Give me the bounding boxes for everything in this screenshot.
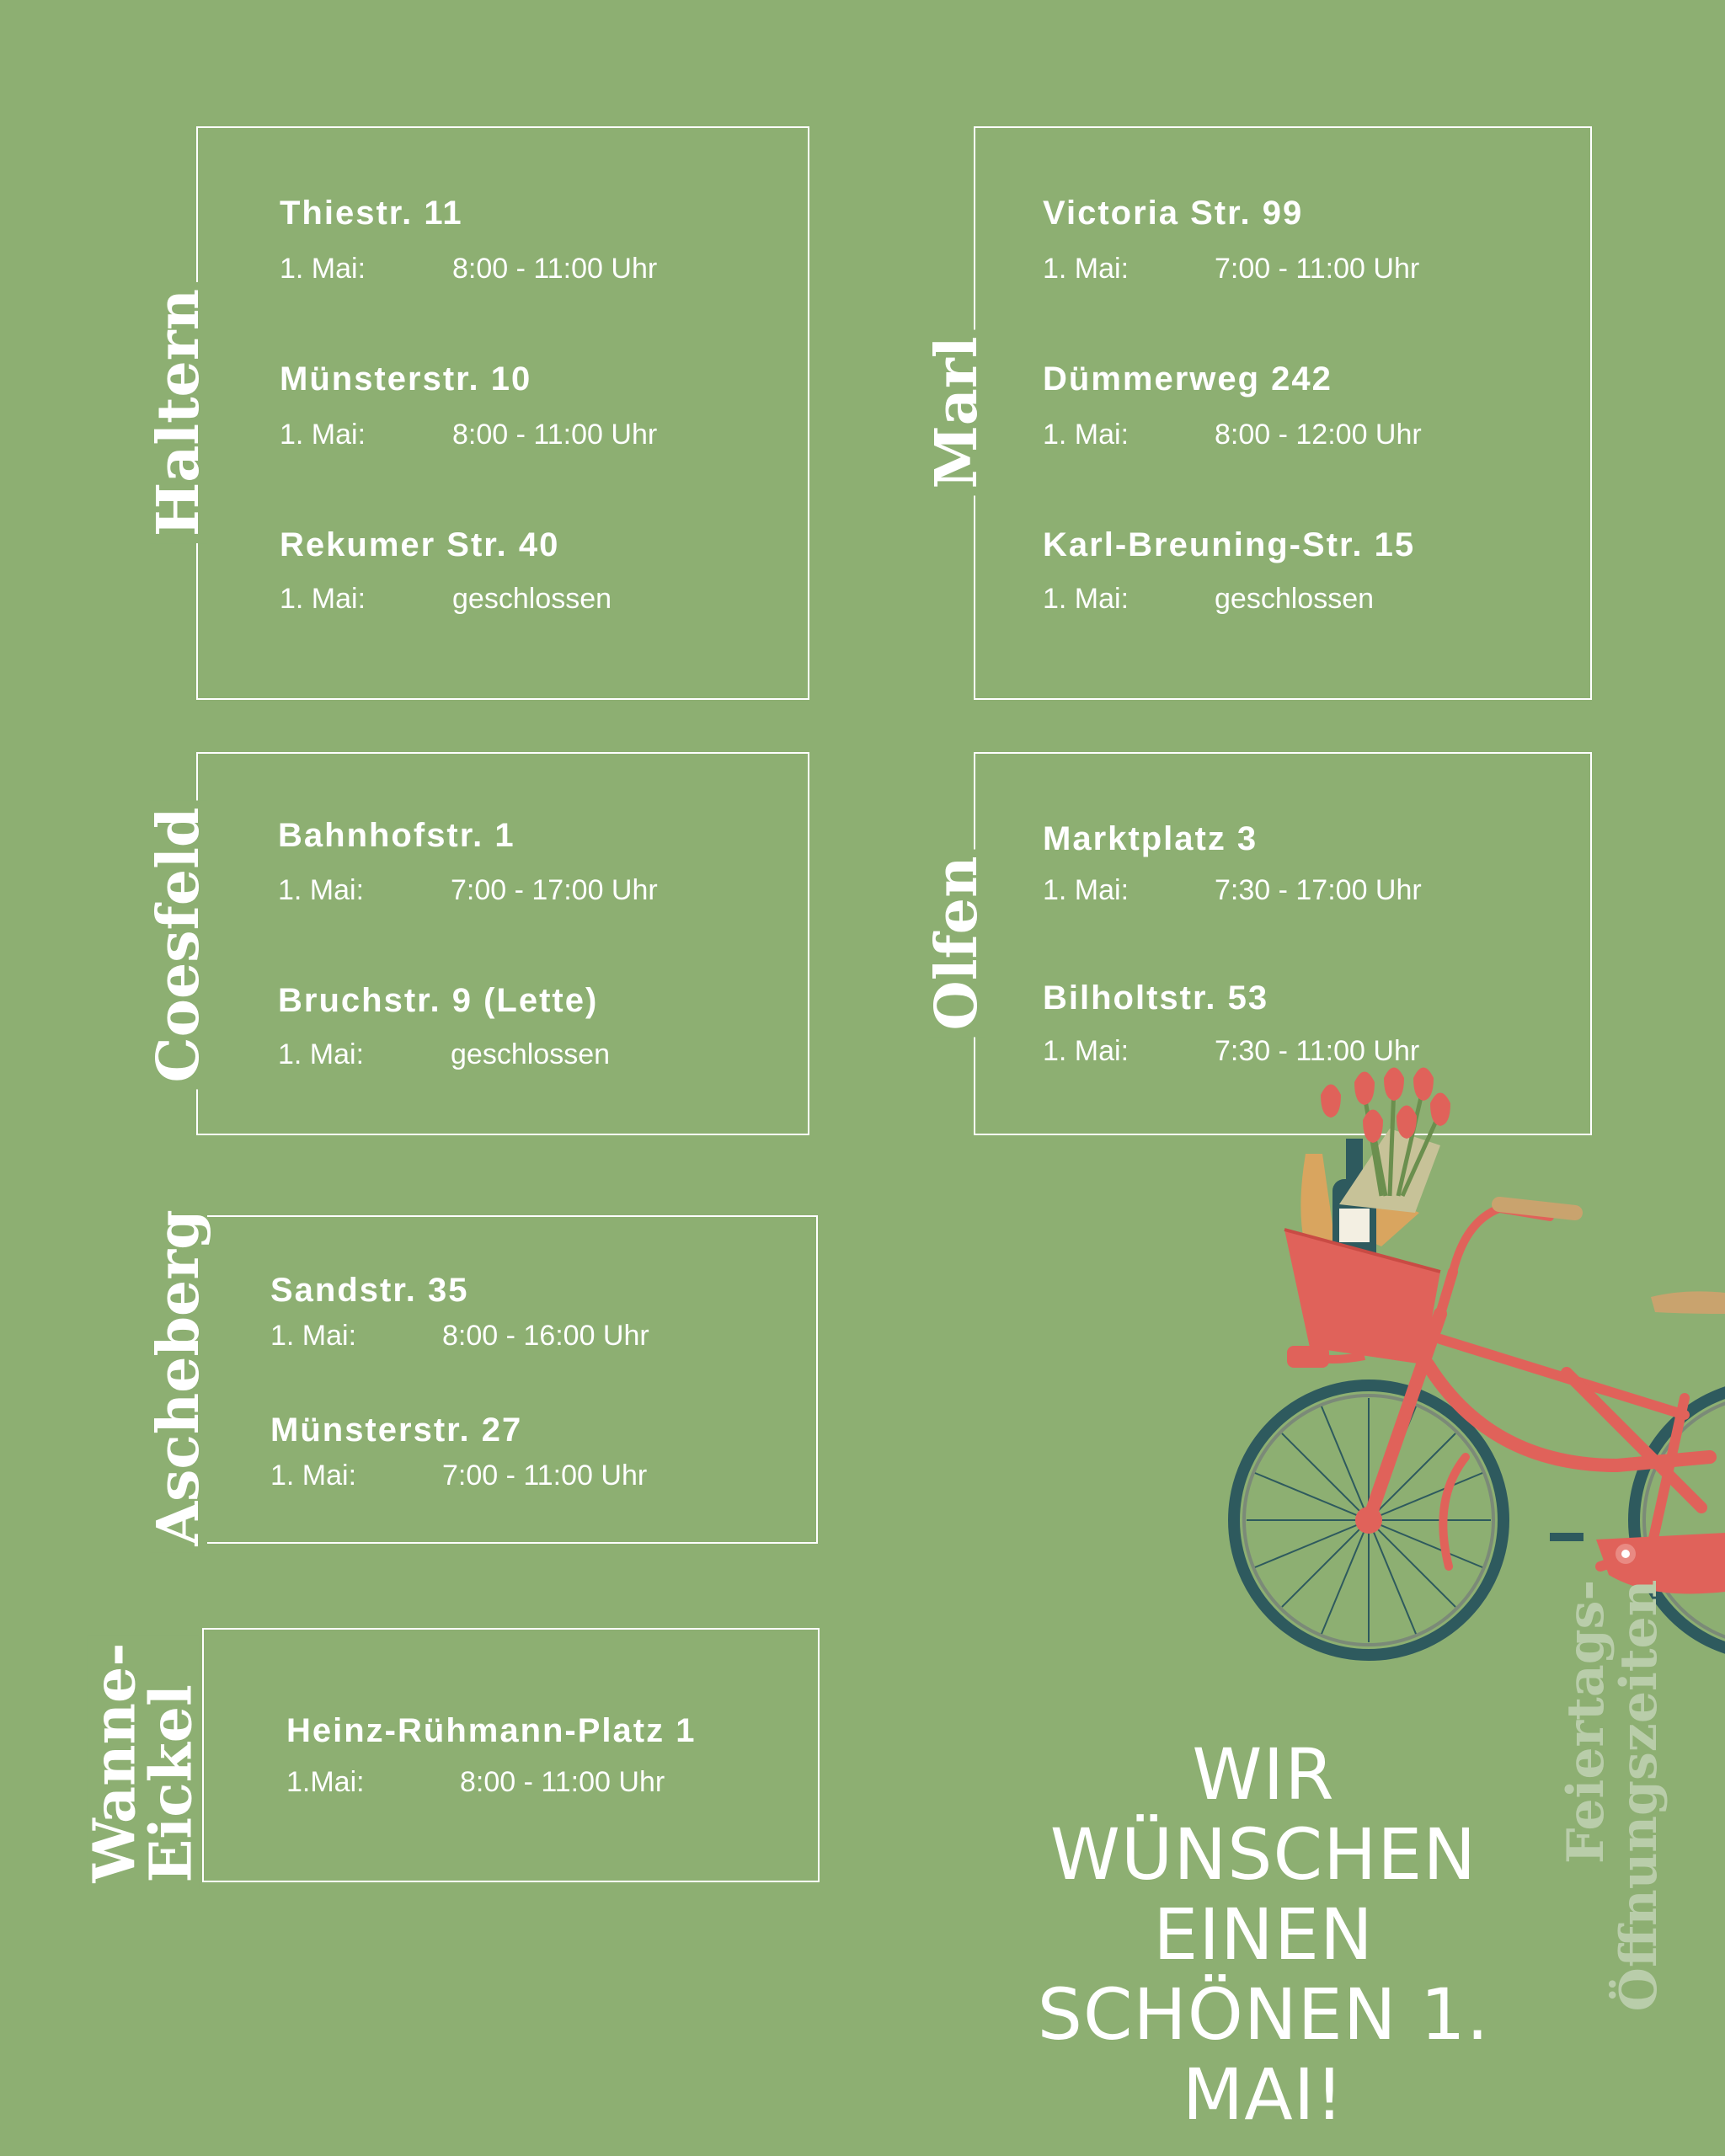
store-date-label: 1. Mai: [1043,583,1130,615]
store-hours: 7:30 - 11:00 Uhr [1215,1035,1420,1067]
store-address: Thiestr. 11 [280,195,463,232]
store-address: Dümmerweg 242 [1043,360,1332,398]
store-hours: geschlossen [1215,583,1375,615]
store-hours: geschlossen [452,583,612,615]
store-address: Marktplatz 3 [1043,820,1258,857]
store-address: Münsterstr. 10 [280,360,532,398]
greeting-text: WIR WÜNSCHEN EINEN SCHÖNEN 1. MAI! [1037,1733,1490,2136]
store-hours: 8:00 - 11:00 Uhr [452,419,658,451]
store-hours: 7:00 - 11:00 Uhr [1215,253,1420,285]
city-name-ascheberg: Ascheberg [150,1203,207,1552]
store-hours: 8:00 - 11:00 Uhr [460,1766,665,1798]
city-name-marl: Marl [928,330,985,496]
store-address: Bilholtstr. 53 [1043,979,1269,1017]
bicycle-illustration [1213,1061,1725,1668]
store-address: Karl-Breuning-Str. 15 [1043,526,1416,563]
store-address: Heinz-Rühmann-Platz 1 [286,1712,697,1749]
city-name-wanne-eickel: Wanne- Eickel [87,1636,199,1890]
store-date-label: 1. Mai: [280,419,366,451]
store-date-label: 1. Mai: [278,874,365,906]
store-hours: 7:00 - 17:00 Uhr [451,874,658,906]
store-hours: 7:30 - 17:00 Uhr [1215,874,1422,906]
location-box-wanne-eickel [202,1628,820,1882]
bicycle-frame [1369,1209,1710,1566]
store-date-label: 1.Mai: [286,1766,365,1798]
store-date-label: 1. Mai: [1043,419,1130,451]
store-date-label: 1. Mai: [270,1460,357,1492]
side-title: Feiertags- Öffnungszeiten [1557,1579,1669,2012]
store-hours: geschlossen [451,1038,611,1070]
store-hours: 8:00 - 16:00 Uhr [442,1320,649,1352]
store-address: Bruchstr. 9 (Lette) [278,982,599,1019]
store-hours: 8:00 - 12:00 Uhr [1215,419,1422,451]
store-address: Rekumer Str. 40 [280,526,560,563]
store-date-label: 1. Mai: [1043,874,1130,906]
city-name-haltern: Haltern [150,282,207,543]
store-hours: 7:00 - 11:00 Uhr [442,1460,648,1492]
basket [1284,1230,1440,1368]
store-address: Sandstr. 35 [270,1272,469,1309]
handlebar-grip [1499,1204,1575,1213]
store-date-label: 1. Mai: [280,583,366,615]
location-box-ascheberg [202,1215,818,1544]
store-date-label: 1. Mai: [270,1320,357,1352]
store-date-label: 1. Mai: [1043,1035,1130,1067]
store-date-label: 1. Mai: [1043,253,1130,285]
location-box-coesfeld [196,752,809,1135]
city-name-olfen: Olfen [928,849,985,1037]
store-date-label: 1. Mai: [280,253,366,285]
saddle [1651,1291,1725,1314]
store-hours: 8:00 - 11:00 Uhr [452,253,658,285]
store-address: Bahnhofstr. 1 [278,817,515,854]
city-name-coesfeld: Coesfeld [150,801,207,1090]
store-address: Victoria Str. 99 [1043,195,1304,232]
store-address: Münsterstr. 27 [270,1412,523,1449]
store-date-label: 1. Mai: [278,1038,365,1070]
